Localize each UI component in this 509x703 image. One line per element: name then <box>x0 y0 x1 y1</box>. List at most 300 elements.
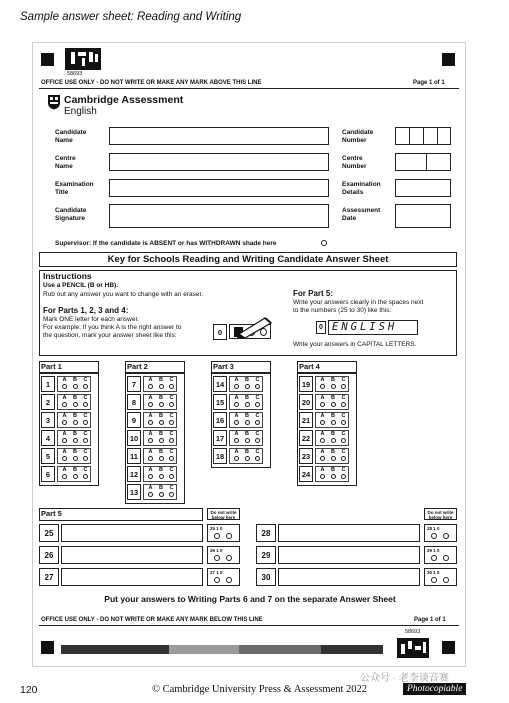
question-number: 21 <box>299 412 313 428</box>
option-a[interactable] <box>146 377 155 389</box>
answer-row <box>213 394 269 411</box>
option-circle[interactable] <box>331 474 336 479</box>
page-number: 120 <box>20 684 38 696</box>
option-circle[interactable] <box>320 420 325 425</box>
option-a[interactable] <box>318 413 327 425</box>
option-c[interactable] <box>339 467 348 479</box>
option-a[interactable] <box>146 485 155 497</box>
marker-circle <box>443 533 449 539</box>
option-c[interactable] <box>339 431 348 443</box>
do-not-write-box <box>424 546 457 564</box>
supervisor-note: Supervisor: If the candidate is ABSENT or has WITHDRAWN shade here <box>55 240 277 247</box>
option-letter: C <box>169 431 174 437</box>
option-b[interactable] <box>71 395 80 407</box>
marker-circle <box>431 555 437 561</box>
option-a[interactable] <box>60 449 69 461</box>
option-letter: C <box>255 449 260 455</box>
centre-name-label: Centre Name <box>55 155 76 170</box>
answer-row <box>127 376 183 393</box>
option-letter: C <box>83 431 88 437</box>
option-circle[interactable] <box>234 456 239 461</box>
registration-mark <box>442 53 455 66</box>
answer-row <box>299 430 355 447</box>
option-b[interactable] <box>329 395 338 407</box>
parts1234-line3: the question, mark your answer sheet like this: <box>43 332 177 339</box>
marker-circle <box>443 555 449 561</box>
answer-options <box>229 448 263 464</box>
option-b[interactable] <box>71 377 80 389</box>
option-b[interactable] <box>329 377 338 389</box>
option-letter: B <box>159 485 163 491</box>
option-circle[interactable] <box>320 474 325 479</box>
option-circle[interactable] <box>159 492 164 497</box>
option-c[interactable] <box>167 413 176 425</box>
option-letter: B <box>331 467 335 473</box>
option-b[interactable] <box>157 449 166 461</box>
option-letter: A <box>148 431 153 437</box>
question-number: 3 <box>41 412 55 428</box>
answer-row <box>127 394 183 411</box>
option-circle[interactable] <box>320 438 325 443</box>
answer-options <box>57 448 91 464</box>
question-number: 10 <box>127 430 141 446</box>
exam-details-field[interactable] <box>395 179 451 197</box>
marker-code: 27 1 0 <box>210 570 223 575</box>
option-circle[interactable] <box>83 420 88 425</box>
option-a[interactable] <box>318 431 327 443</box>
answer-options <box>229 412 263 428</box>
parts1234-line1: Mark ONE letter for each answer. <box>43 316 140 323</box>
option-circle[interactable] <box>159 456 164 461</box>
do-not-write-box <box>207 568 240 586</box>
registration-mark <box>41 641 54 654</box>
option-letter: A <box>62 467 67 473</box>
option-a[interactable] <box>232 377 241 389</box>
option-b[interactable] <box>157 467 166 479</box>
option-circle[interactable] <box>320 456 325 461</box>
marker-code: 26 1 0 <box>210 548 223 553</box>
option-circle[interactable] <box>169 420 174 425</box>
option-letter: A <box>234 449 239 455</box>
option-c[interactable] <box>253 395 262 407</box>
option-circle[interactable] <box>331 420 336 425</box>
option-letter: C <box>83 449 88 455</box>
option-letter: C <box>83 377 88 383</box>
answer-options <box>57 430 91 446</box>
option-c[interactable] <box>339 395 348 407</box>
option-letter: A <box>62 377 67 383</box>
part5-answer-field[interactable] <box>278 524 420 542</box>
part5-heading: For Part 5: <box>293 289 334 298</box>
option-letter: A <box>320 395 325 401</box>
option-circle[interactable] <box>245 438 250 443</box>
option-a[interactable] <box>146 431 155 443</box>
option-circle[interactable] <box>73 402 78 407</box>
option-a[interactable] <box>318 377 327 389</box>
option-circle[interactable] <box>83 474 88 479</box>
answer-row <box>127 412 183 429</box>
option-letter: C <box>169 449 174 455</box>
option-circle[interactable] <box>148 438 153 443</box>
option-circle[interactable] <box>331 402 336 407</box>
option-letter: C <box>255 431 260 437</box>
option-a[interactable] <box>318 395 327 407</box>
option-b[interactable] <box>157 485 166 497</box>
option-c[interactable] <box>167 377 176 389</box>
answer-row <box>299 466 355 483</box>
answer-options <box>57 466 91 482</box>
option-b[interactable] <box>71 413 80 425</box>
option-circle[interactable] <box>62 456 67 461</box>
example-answer <box>213 322 279 340</box>
option-b[interactable] <box>329 449 338 461</box>
option-circle[interactable] <box>245 384 250 389</box>
part-title: Part 1 <box>41 362 62 371</box>
option-circle[interactable] <box>83 402 88 407</box>
option-letter: C <box>83 413 88 419</box>
option-a[interactable] <box>146 449 155 461</box>
option-c[interactable] <box>81 413 90 425</box>
part5-answer-field[interactable] <box>278 568 420 586</box>
answer-row <box>213 448 269 465</box>
option-a[interactable] <box>60 377 69 389</box>
option-letter: A <box>62 449 67 455</box>
option-letter: B <box>159 467 163 473</box>
option-circle[interactable] <box>62 474 67 479</box>
marker-code: 28 1 0 <box>427 526 440 531</box>
option-c[interactable] <box>167 449 176 461</box>
answer-options <box>229 394 263 410</box>
marker-circle <box>226 555 232 561</box>
question-number: 7 <box>127 376 141 392</box>
option-circle[interactable] <box>245 420 250 425</box>
option-letter: B <box>245 413 249 419</box>
option-letter: B <box>159 431 163 437</box>
candidate-name-field[interactable] <box>109 127 329 145</box>
option-circle[interactable] <box>159 402 164 407</box>
timing-bar <box>239 645 321 654</box>
option-circle[interactable] <box>73 420 78 425</box>
option-letter: A <box>320 467 325 473</box>
option-c[interactable] <box>339 413 348 425</box>
option-circle[interactable] <box>234 384 239 389</box>
option-a[interactable] <box>146 395 155 407</box>
option-letter: C <box>83 467 88 473</box>
office-use-bottom: OFFICE USE ONLY - DO NOT WRITE OR MAKE ANY MARK BELOW THIS LINE <box>41 617 263 623</box>
option-b[interactable] <box>157 431 166 443</box>
question-number: 11 <box>127 448 141 464</box>
form-barcode-bottom <box>397 638 429 658</box>
option-letter: A <box>234 413 239 419</box>
option-circle[interactable] <box>341 456 346 461</box>
option-circle[interactable] <box>73 384 78 389</box>
option-circle[interactable] <box>341 384 346 389</box>
question-number: 22 <box>299 430 313 446</box>
option-b[interactable] <box>243 377 252 389</box>
option-circle[interactable] <box>62 402 67 407</box>
question-number: 8 <box>127 394 141 410</box>
option-b[interactable] <box>71 449 80 461</box>
answer-options <box>315 376 349 392</box>
example-word-box <box>316 320 422 336</box>
registration-mark <box>41 53 54 66</box>
option-a[interactable] <box>232 395 241 407</box>
option-circle[interactable] <box>73 474 78 479</box>
answer-row <box>41 394 97 411</box>
option-circle[interactable] <box>148 474 153 479</box>
option-b[interactable] <box>329 413 338 425</box>
sheet-title: Key for Schools Reading and Writing Candidate Answer Sheet <box>39 252 457 267</box>
option-circle[interactable] <box>341 402 346 407</box>
option-c[interactable] <box>253 449 262 461</box>
option-circle[interactable] <box>83 384 88 389</box>
option-b[interactable] <box>157 395 166 407</box>
centre-name-field[interactable] <box>109 153 329 171</box>
logo-line2: English <box>64 106 97 117</box>
capitals-note: Write your answers in CAPITAL LETTERS. <box>293 341 417 348</box>
option-circle[interactable] <box>159 474 164 479</box>
option-letter: A <box>148 449 153 455</box>
answer-row <box>127 484 183 501</box>
option-circle[interactable] <box>169 402 174 407</box>
do-not-write-box <box>424 568 457 586</box>
option-c[interactable] <box>253 413 262 425</box>
option-a[interactable] <box>146 413 155 425</box>
answer-options <box>315 394 349 410</box>
option-b[interactable] <box>243 395 252 407</box>
option-letter: B <box>331 431 335 437</box>
option-a[interactable] <box>60 431 69 443</box>
question-number: 6 <box>41 466 55 482</box>
option-letter: C <box>169 413 174 419</box>
watermark: 公众号 · 老李谈音赛 <box>360 673 449 684</box>
answer-row <box>213 430 269 447</box>
candidate-name-label: Candidate Name <box>55 129 87 144</box>
option-c[interactable] <box>167 431 176 443</box>
option-b[interactable] <box>329 431 338 443</box>
answer-options <box>229 376 263 392</box>
option-circle[interactable] <box>62 420 67 425</box>
question-number: 9 <box>127 412 141 428</box>
option-circle[interactable] <box>320 384 325 389</box>
part5-answer-field[interactable] <box>61 568 203 586</box>
answer-row <box>213 412 269 429</box>
option-circle[interactable] <box>169 456 174 461</box>
answer-row <box>127 448 183 465</box>
part5-question-number: 27 <box>39 568 59 586</box>
option-c[interactable] <box>253 377 262 389</box>
option-c[interactable] <box>81 449 90 461</box>
option-circle[interactable] <box>148 492 153 497</box>
option-circle[interactable] <box>234 420 239 425</box>
option-circle[interactable] <box>255 420 260 425</box>
option-c[interactable] <box>339 377 348 389</box>
option-letter: B <box>245 377 249 383</box>
option-circle[interactable] <box>255 456 260 461</box>
option-c[interactable] <box>81 395 90 407</box>
answer-row <box>299 448 355 465</box>
option-letter: C <box>255 395 260 401</box>
option-letter: B <box>159 395 163 401</box>
marker-circle <box>214 555 220 561</box>
option-circle[interactable] <box>341 438 346 443</box>
option-a[interactable] <box>146 467 155 479</box>
absent-circle[interactable] <box>321 240 327 246</box>
part-title: Part 4 <box>299 362 320 371</box>
option-letter: B <box>73 467 77 473</box>
option-letter: A <box>320 413 325 419</box>
question-number: 23 <box>299 448 313 464</box>
option-circle[interactable] <box>245 456 250 461</box>
option-c[interactable] <box>339 449 348 461</box>
centre-number-field[interactable] <box>395 153 451 171</box>
option-circle[interactable] <box>341 420 346 425</box>
option-c[interactable] <box>167 467 176 479</box>
option-b[interactable] <box>243 431 252 443</box>
answer-row <box>41 412 97 429</box>
option-circle[interactable] <box>62 384 67 389</box>
pencil-note: Use a PENCIL (B or HB). <box>43 282 119 289</box>
option-circle[interactable] <box>169 492 174 497</box>
question-number: 4 <box>41 430 55 446</box>
option-letter: A <box>320 449 325 455</box>
answer-options <box>315 466 349 482</box>
parts1234-heading: For Parts 1, 2, 3 and 4: <box>43 306 129 315</box>
part5-answer-field[interactable] <box>61 524 203 542</box>
option-circle[interactable] <box>320 402 325 407</box>
option-a[interactable] <box>60 467 69 479</box>
option-circle[interactable] <box>331 384 336 389</box>
option-circle[interactable] <box>73 438 78 443</box>
option-a[interactable] <box>232 413 241 425</box>
option-b[interactable] <box>71 431 80 443</box>
option-circle[interactable] <box>73 456 78 461</box>
option-circle[interactable] <box>83 456 88 461</box>
option-circle[interactable] <box>83 438 88 443</box>
option-circle[interactable] <box>148 456 153 461</box>
option-circle[interactable] <box>169 474 174 479</box>
assessment-date-field[interactable] <box>395 204 451 228</box>
option-circle[interactable] <box>331 456 336 461</box>
answer-options <box>143 466 177 482</box>
option-letter: A <box>148 485 153 491</box>
option-circle[interactable] <box>62 438 67 443</box>
option-c[interactable] <box>167 485 176 497</box>
answer-options <box>143 376 177 392</box>
instructions-heading: Instructions <box>43 271 92 281</box>
answer-sheet <box>32 42 466 667</box>
option-circle[interactable] <box>255 402 260 407</box>
answer-options <box>143 448 177 464</box>
option-a[interactable] <box>232 449 241 461</box>
option-c[interactable] <box>81 467 90 479</box>
option-circle[interactable] <box>148 384 153 389</box>
option-circle[interactable] <box>159 438 164 443</box>
option-circle[interactable] <box>234 438 239 443</box>
option-circle[interactable] <box>234 402 239 407</box>
option-circle[interactable] <box>169 438 174 443</box>
part5-answer-field[interactable] <box>278 546 420 564</box>
exam-title-field[interactable] <box>109 179 329 197</box>
option-c[interactable] <box>167 395 176 407</box>
question-number: 19 <box>299 376 313 392</box>
option-circle[interactable] <box>341 474 346 479</box>
option-letter: A <box>320 431 325 437</box>
option-a[interactable] <box>318 467 327 479</box>
option-circle[interactable] <box>159 384 164 389</box>
option-letter: A <box>62 413 67 419</box>
example-word-number: 0 <box>316 321 326 334</box>
part5-answer-field[interactable] <box>61 546 203 564</box>
question-number: 14 <box>213 376 227 392</box>
option-circle[interactable] <box>255 384 260 389</box>
option-c[interactable] <box>81 431 90 443</box>
option-letter: A <box>62 431 67 437</box>
option-b[interactable] <box>243 449 252 461</box>
option-letter: B <box>331 449 335 455</box>
option-b[interactable] <box>157 377 166 389</box>
option-circle[interactable] <box>159 420 164 425</box>
pencil-icon <box>235 314 275 338</box>
option-letter: C <box>255 413 260 419</box>
option-letter: A <box>148 413 153 419</box>
option-letter: B <box>245 431 249 437</box>
option-circle[interactable] <box>148 420 153 425</box>
logo-line1: Cambridge Assessment <box>64 94 184 106</box>
rubout-note: Rub out any answer you want to change with an eraser. <box>43 291 204 298</box>
marker-circle <box>431 533 437 539</box>
page-of-top: Page 1 of 1 <box>413 80 445 86</box>
form-barcode <box>65 48 101 70</box>
option-a[interactable] <box>60 413 69 425</box>
question-number: 17 <box>213 430 227 446</box>
question-number: 2 <box>41 394 55 410</box>
option-circle[interactable] <box>331 438 336 443</box>
option-b[interactable] <box>329 467 338 479</box>
page-header: Sample answer sheet: Reading and Writing <box>20 11 242 23</box>
option-c[interactable] <box>253 431 262 443</box>
option-a[interactable] <box>60 395 69 407</box>
option-circle[interactable] <box>169 384 174 389</box>
marker-circle <box>226 577 232 583</box>
candidate-signature-field[interactable] <box>109 204 329 228</box>
option-b[interactable] <box>243 413 252 425</box>
marker-circle <box>214 577 220 583</box>
option-letter: B <box>73 377 77 383</box>
answer-options <box>315 448 349 464</box>
office-use-top: OFFICE USE ONLY - DO NOT WRITE OR MAKE ANY MARK ABOVE THIS LINE <box>41 80 262 86</box>
option-a[interactable] <box>318 449 327 461</box>
part-title: Part 2 <box>127 362 148 371</box>
option-a[interactable] <box>232 431 241 443</box>
question-number: 1 <box>41 376 55 392</box>
option-letter: B <box>73 395 77 401</box>
option-c[interactable] <box>81 377 90 389</box>
question-number: 20 <box>299 394 313 410</box>
option-b[interactable] <box>71 467 80 479</box>
option-letter: C <box>341 449 346 455</box>
option-letter: C <box>341 431 346 437</box>
option-letter: B <box>159 413 163 419</box>
option-circle[interactable] <box>255 438 260 443</box>
option-b[interactable] <box>157 413 166 425</box>
option-letter: A <box>62 395 67 401</box>
option-circle[interactable] <box>148 402 153 407</box>
answer-options <box>143 484 177 500</box>
marker-code: 29 1 0 <box>427 548 440 553</box>
option-circle[interactable] <box>245 402 250 407</box>
candidate-number-field[interactable] <box>395 127 451 145</box>
